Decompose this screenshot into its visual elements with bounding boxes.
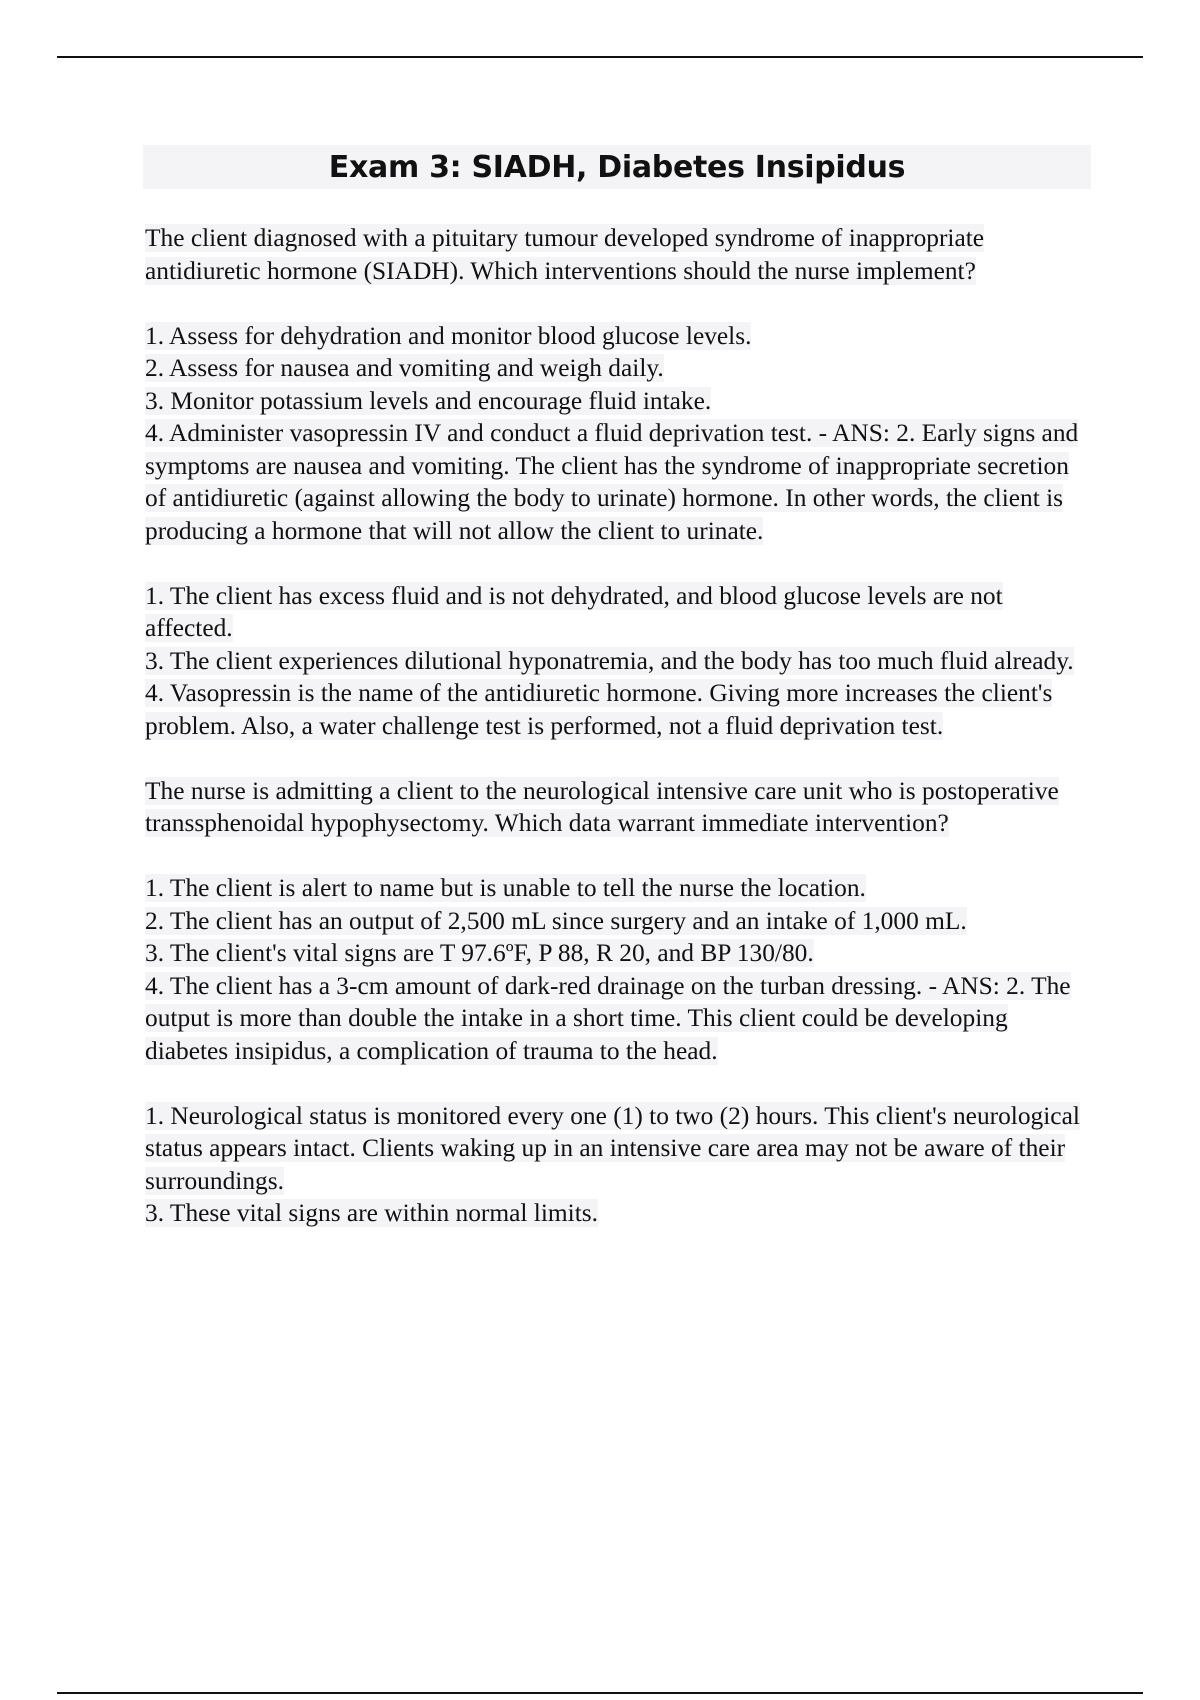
question-2-option: 2. The client has an output of 2,500 mL since surgery and an intake of 1,000 mL. [145, 906, 967, 935]
question-2-option-answer: 4. The client has a 3-cm amount of dark-red drainage on the turban dressing. - ANS: 2. The output is more than double the intake in a short time. This client could be developing diabetes insipidus, a complication of trauma to the head. [145, 971, 1071, 1065]
spacer [145, 547, 1085, 580]
bottom-rule [57, 1692, 1143, 1694]
question-1-rationale: 1. The client has excess fluid and is not dehydrated, and blood glucose levels are not affected. [145, 581, 1003, 642]
spacer [145, 1067, 1085, 1100]
question-2-option: 1. The client is alert to name but is unable to tell the nurse the location. [145, 874, 866, 902]
top-rule [57, 56, 1143, 58]
question-2-option: 3. The client's vital signs are T 97.6ºF, P 88, R 20, and BP 130/80. [145, 939, 814, 967]
spacer [145, 840, 1085, 873]
question-2-rationale: 1. Neurological status is monitored every one (1) to two (2) hours. This client's neurological status appears intact. Clients waking up in an intensive care area may not be aware of their surroundings. [145, 1101, 1080, 1195]
question-1-option-answer: 4. Administer vasopressin IV and conduct a fluid deprivation test. - ANS: 2. Early signs and symptoms are nausea and vomiting. The client has the syndrome of inappropriate secretion of antidiuretic (against allowing the body to urinate) hormone. In other words, the client is producing a hormone that will not allow the client to urinate. [145, 419, 1079, 545]
document-body [145, 222, 1085, 1230]
question-2-rationale: 3. These vital signs are within normal limits. [145, 1199, 598, 1227]
question-1-rationale: 3. The client experiences dilutional hyponatremia, and the body has too much fluid already. [145, 646, 1074, 675]
spacer [145, 287, 1085, 320]
question-1-option: 3. Monitor potassium levels and encourage fluid intake. [145, 386, 712, 415]
spacer [145, 742, 1085, 775]
page-title: Exam 3: SIADH, Diabetes Insipidus [328, 150, 906, 185]
question-2-stem: The nurse is admitting a client to the neurological intensive care unit who is postoperative transsphenoidal hypophysectomy. Which data warrant immediate intervention? [145, 776, 1059, 837]
question-1-stem: The client diagnosed with a pituitary tumour developed syndrome of inappropriate antidiuretic hormone (SIADH). Which interventions should the nurse implement? [145, 224, 985, 285]
question-1-option: 2. Assess for nausea and vomiting and weigh daily. [145, 354, 664, 382]
question-1-option: 1. Assess for dehydration and monitor blood glucose levels. [145, 321, 752, 350]
question-1-rationale: 4. Vasopressin is the name of the antidiuretic hormone. Giving more increases the client's problem. Also, a water challenge test is performed, not a fluid deprivation test. [145, 679, 1053, 740]
